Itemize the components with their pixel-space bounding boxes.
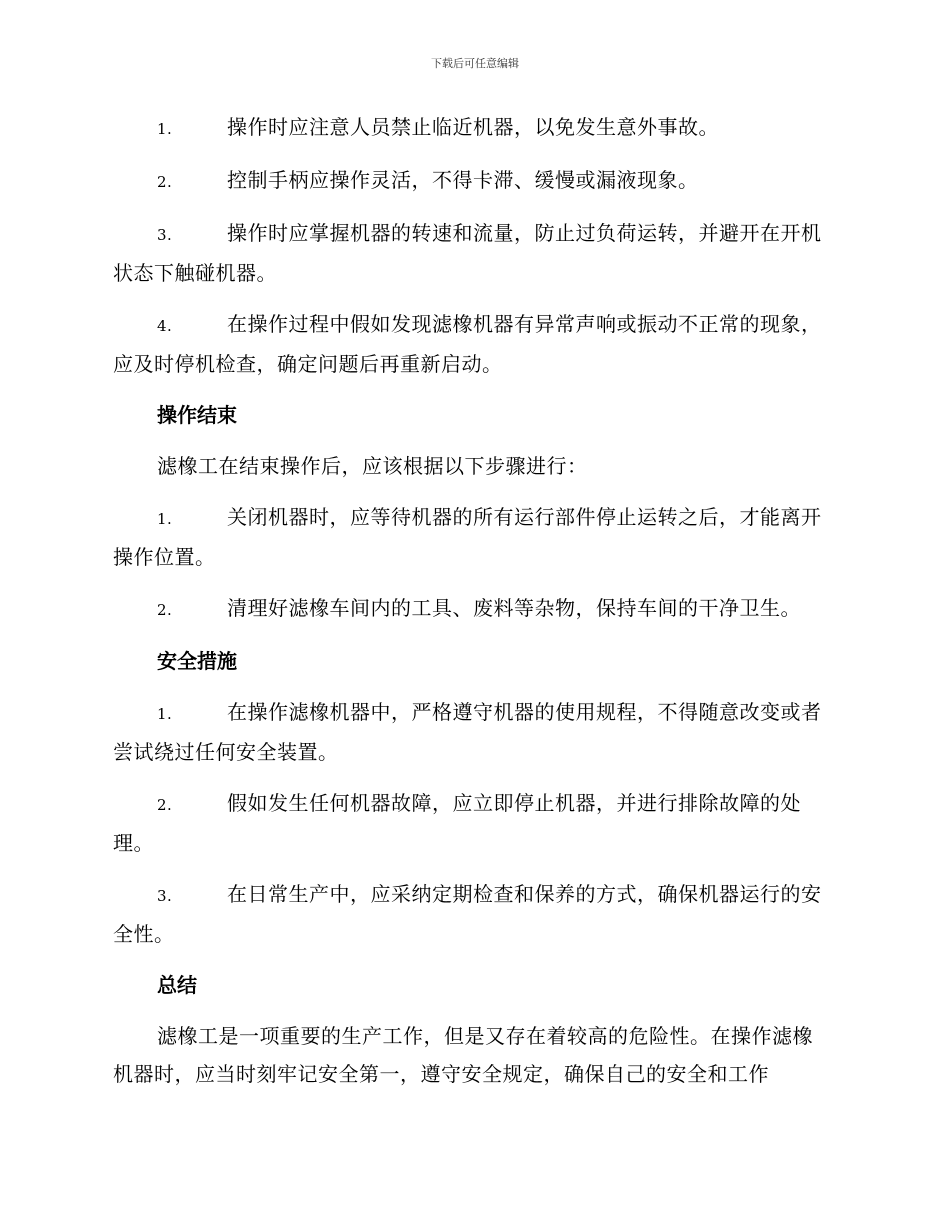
section-heading-operation-end: 操作结束 <box>157 403 237 427</box>
list-item <box>113 589 833 629</box>
item-number: 4. <box>157 317 173 335</box>
list-item <box>113 161 833 201</box>
item-number: 2. <box>157 796 173 814</box>
item-text: 假如发生任何机器故障，应立即停止机器，并进行排除故障的处理。 <box>113 791 801 855</box>
item-text: 操作时应注意人员禁止临近机器，以免发生意外事故。 <box>227 115 719 139</box>
list-item <box>113 875 833 953</box>
list-item <box>113 305 833 383</box>
item-text: 关闭机器时，应等待机器的所有运行部件停止运转之后，才能离开操作位置。 <box>113 505 822 569</box>
section-intro: 滤橡工在结束操作后，应该根据以下步骤进行： <box>157 454 588 478</box>
item-number: 1. <box>157 510 173 528</box>
document-body <box>113 108 833 1106</box>
list-item <box>113 498 833 576</box>
item-number: 1. <box>157 120 173 138</box>
summary-paragraph: 滤橡工是一项重要的生产工作，但是又存在着较高的危险性。在操作滤橡机器时，应当时刻牢记安全第一，遵守安全规定，确保自己的安全和工作 <box>113 1024 813 1086</box>
item-text: 控制手柄应操作灵活，不得卡滞、缓慢或漏液现象。 <box>227 168 699 192</box>
item-text: 在操作过程中假如发现滤橡机器有异常声响或振动不正常的现象，应及时停机检查，确定问题后再重新启动。 <box>113 312 822 376</box>
item-number: 2. <box>157 601 173 619</box>
list-item <box>113 214 833 292</box>
list-item <box>113 784 833 862</box>
item-number: 3. <box>157 887 173 905</box>
item-text: 在操作滤橡机器中，严格遵守机器的使用规程，不得随意改变或者尝试绕过任何安全装置。 <box>113 700 822 764</box>
section-heading-safety: 安全措施 <box>157 649 237 673</box>
item-text: 操作时应掌握机器的转速和流量，防止过负荷运转，并避开在开机状态下触碰机器。 <box>113 221 822 285</box>
section-heading-summary: 总结 <box>157 973 197 997</box>
item-text: 在日常生产中，应采纳定期检查和保养的方式，确保机器运行的安全性。 <box>113 882 822 946</box>
item-number: 2. <box>157 173 173 191</box>
header-note: 下载后可任意编辑 <box>431 57 519 70</box>
item-text: 清理好滤橡车间内的工具、废料等杂物，保持车间的干净卫生。 <box>227 596 801 620</box>
item-number: 3. <box>157 226 173 244</box>
list-item <box>113 693 833 771</box>
item-number: 1. <box>157 705 173 723</box>
list-item <box>113 108 833 148</box>
